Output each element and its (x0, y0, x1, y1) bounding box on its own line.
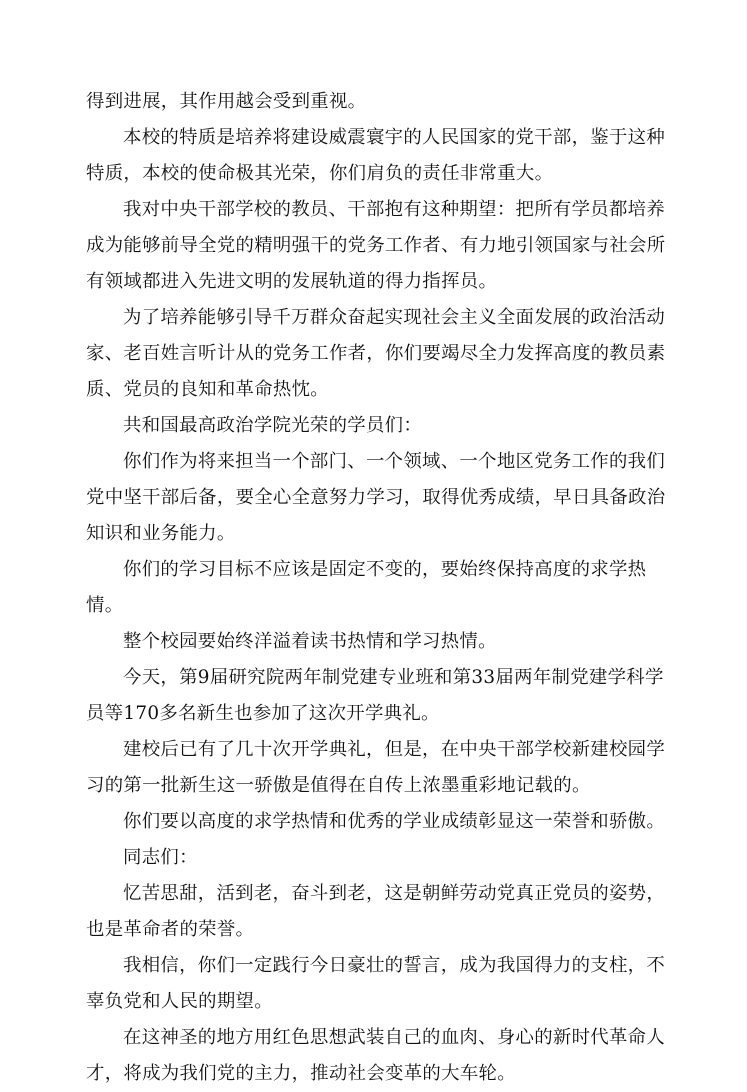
paragraph-3: 我对中央干部学校的教员、干部抱有这种期望：把所有学员都培养成为能够前导全党的精明强干的党务工作者、有力地引领国家与社会所有领域都进入先进文明的发展轨道的得力指挥员。 (86, 199, 666, 292)
paragraph-11: 你们要以高度的求学热情和优秀的学业成绩彰显这一荣誉和骄傲。 (123, 811, 666, 832)
document-body (86, 84, 668, 1092)
paragraph-6: 你们作为将来担当一个部门、一个领域、一个地区党务工作的我们党中坚干部后备，要全心全意努力学习，取得优秀成绩，早日具备政治知识和业务能力。 (86, 451, 666, 544)
paragraph-7: 你们的学习目标不应该是固定不变的，要始终保持高度的求学热情。 (86, 559, 647, 616)
paragraph-2: 本校的特质是培养将建设威震寰宇的人民国家的党干部，鉴于这种特质，本校的使命极其光荣，你们肩负的责任非常重大。 (86, 127, 666, 184)
paragraph-9: 今天，第9届研究院两年制党建专业班和第33届两年制党建学科学员等170多名新生也参加了这次开学典礼。 (86, 667, 664, 724)
paragraph-15: 在这神圣的地方用红色思想武装自己的血肉、身心的新时代革命人才，将成为我们党的主力，推动社会变革的大车轮。 (86, 1027, 666, 1084)
paragraph-14: 我相信，你们一定践行今日豪壮的誓言，成为我国得力的支柱，不辜负党和人民的期望。 (86, 955, 666, 1012)
paragraph-1: 得到进展，其作用越会受到重视。 (86, 91, 367, 112)
paragraph-8: 整个校园要始终洋溢着读书热情和学习热情。 (123, 631, 497, 652)
paragraph-5: 共和国最高政治学院光荣的学员们： (123, 415, 423, 436)
paragraph-4: 为了培养能够引导千万群众奋起实现社会主义全面发展的政治活动家、老百姓言听计从的党务工作者，你们要竭尽全力发挥高度的教员素质、党员的良知和革命热忱。 (86, 307, 666, 400)
paragraph-12: 同志们： (123, 847, 198, 868)
paragraph-10: 建校后已有了几十次开学典礼，但是，在中央干部学校新建校园学习的第一批新生这一骄傲是值得在自传上浓墨重彩地记载的。 (86, 739, 666, 796)
paragraph-13: 忆苦思甜，活到老，奋斗到老，这是朝鲜劳动党真正党员的姿势，也是革命者的荣誉。 (86, 883, 666, 940)
